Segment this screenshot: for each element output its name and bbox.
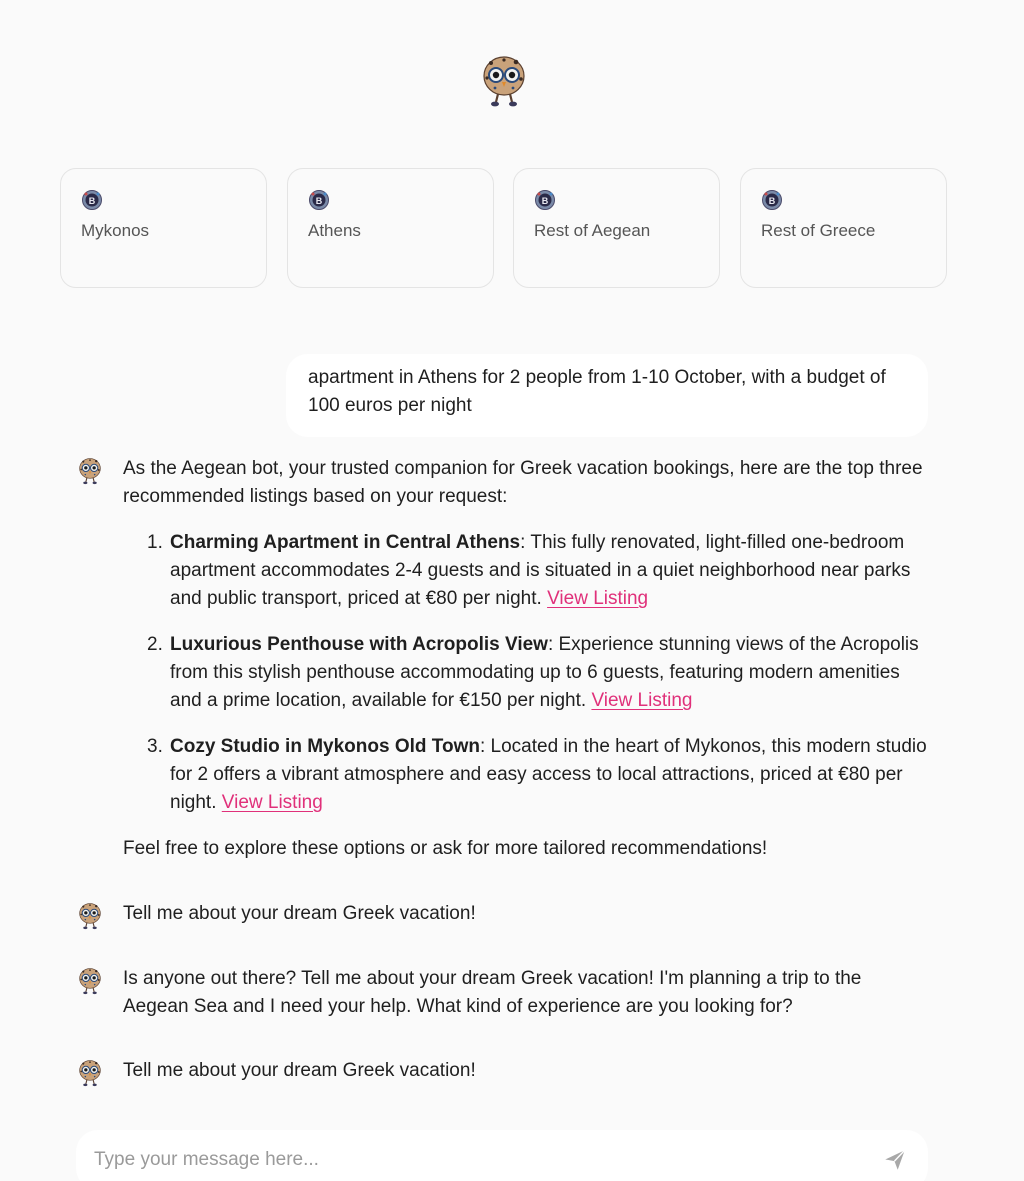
bot-message [78, 1057, 928, 1085]
user-message-bubble: apartment in Athens for 2 people from 1-10 October, with a budget of 100 euros per night [286, 354, 928, 437]
bot-message [78, 965, 928, 1021]
topic-card-rest-of-aegean[interactable] [513, 168, 720, 288]
topic-card-label: Mykonos [81, 221, 150, 240]
topic-card-rest-of-greece[interactable] [740, 168, 947, 288]
list-item-number: 1. [147, 532, 163, 553]
listing-title: Luxurious Penthouse with Acropolis View [170, 634, 548, 655]
list-item [147, 733, 928, 817]
listing-description: : This fully renovated, light-filled one-bedroom apartment accommodates 2-4 guests and is situated in a quiet neighborhood near parks and public transport, priced at €80 per night. [170, 532, 911, 609]
bot-closing-text: Feel free to explore these options or ask for more tailored recommendations! [123, 838, 768, 859]
send-button[interactable] [882, 1147, 908, 1173]
listing-description: : Located in the heart of Mykonos, this modern studio for 2 offers a vibrant atmosphere and easy access to local attractions, priced at €80 per night. [170, 736, 927, 813]
badge-b-icon [81, 189, 103, 211]
topic-card-label: Rest of Greece [761, 221, 876, 240]
listing-title: Cozy Studio in Mykonos Old Town [170, 736, 480, 757]
listing-description: : Experience stunning views of the Acropolis from this stylish penthouse accommodating up to 6 guests, featuring modern amenities and a prime location, available for €150 per night. [170, 634, 919, 711]
paper-plane-icon [882, 1147, 908, 1173]
view-listing-link[interactable]: View Listing [547, 588, 649, 609]
owl-mascot-icon [78, 1059, 102, 1087]
bot-message-text: Is anyone out there? Tell me about your dream Greek vacation! I'm planning a trip to the Aegean Sea and I need your help. What kind of experience are you looking for? [123, 968, 862, 1017]
view-listing-link[interactable]: View Listing [591, 690, 693, 711]
listing-title: Charming Apartment in Central Athens [170, 532, 521, 553]
topic-card-athens[interactable] [287, 168, 494, 288]
bot-message-text: Tell me about your dream Greek vacation! [123, 903, 476, 924]
topic-cards [60, 168, 948, 288]
badge-b-icon [534, 189, 556, 211]
owl-mascot-icon [78, 967, 102, 995]
message-composer [76, 1130, 928, 1181]
bot-message [78, 455, 928, 863]
list-item [147, 529, 928, 613]
owl-mascot-icon [481, 54, 527, 108]
view-listing-link[interactable]: View Listing [221, 792, 323, 813]
message-input[interactable] [76, 1130, 866, 1181]
badge-b-icon [761, 189, 783, 211]
bot-intro-text: As the Aegean bot, your trusted companion for Greek vacation bookings, here are the top three recommended listings based on your request: [123, 458, 923, 507]
topic-card-label: Athens [308, 221, 361, 240]
bot-message-text: Tell me about your dream Greek vacation! [123, 1060, 476, 1081]
owl-mascot-icon [78, 457, 102, 485]
topic-card-label: Rest of Aegean [534, 221, 651, 240]
topic-card-mykonos[interactable] [60, 168, 267, 288]
list-item [147, 631, 928, 715]
recommendation-list [123, 529, 928, 817]
bot-message [78, 900, 928, 928]
owl-mascot-icon [78, 902, 102, 930]
badge-b-icon [308, 189, 330, 211]
list-item-number: 2. [147, 634, 163, 655]
list-item-number: 3. [147, 736, 163, 757]
